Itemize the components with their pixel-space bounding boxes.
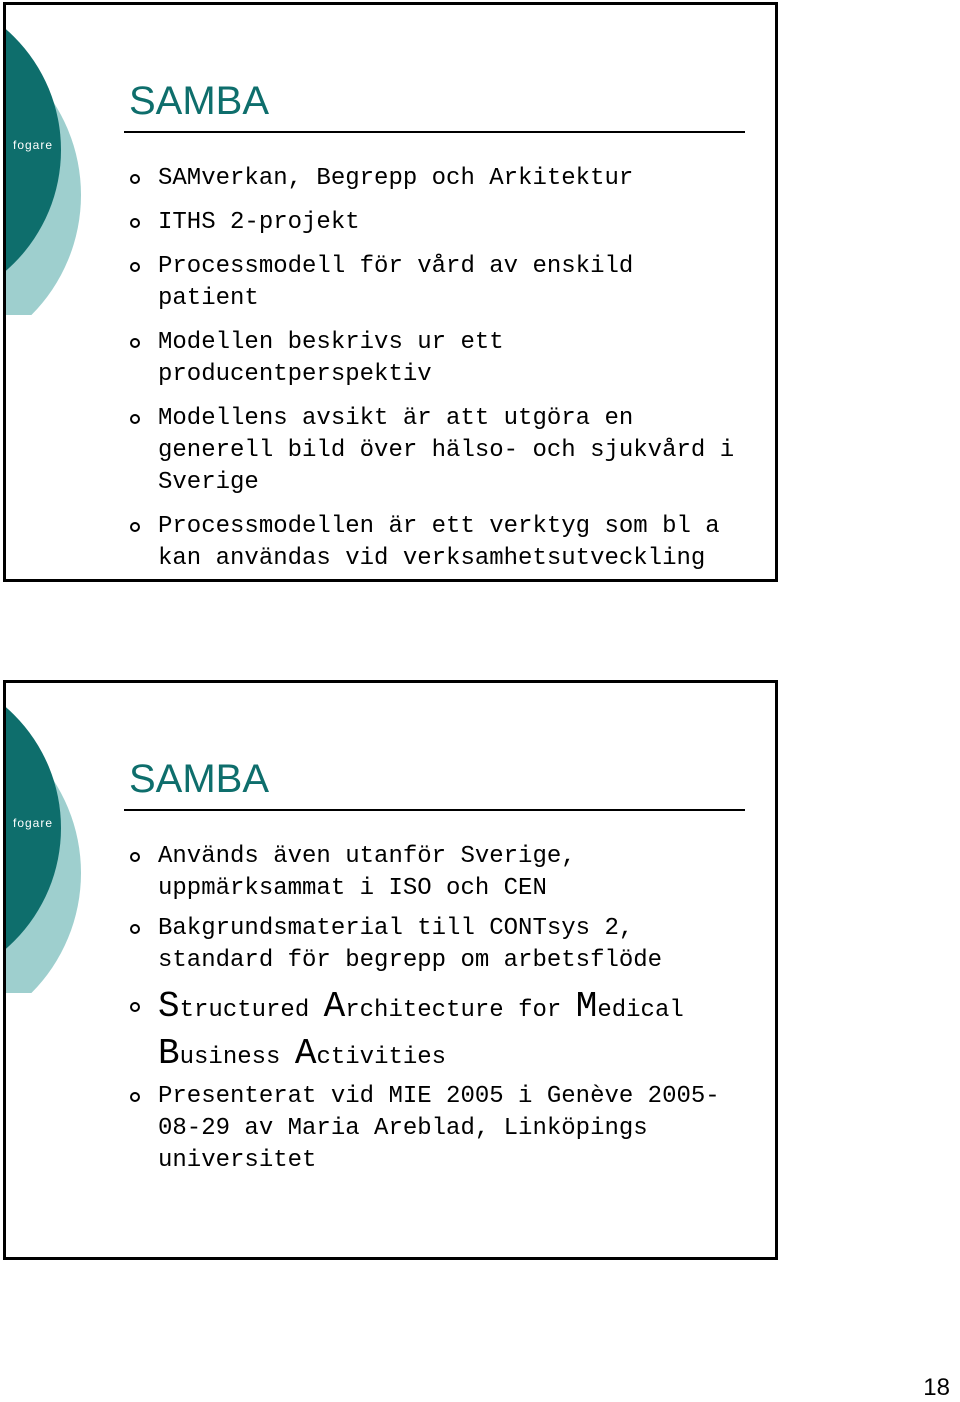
slide-1 [3,2,778,582]
page-number: 18 [923,1374,950,1401]
bullet-circle-icon [130,1092,140,1102]
list-item: Modellen beskrivs ur ett producentperspektiv [6,327,748,391]
list-item: Processmodellen är ett verktyg som bl a kan användas vid verksamhetsutveckling [6,511,748,575]
bullet-circle-icon [130,414,140,424]
bullet-list [6,163,748,582]
slide-2 [3,680,778,1260]
list-item: ITHS 2-projekt [6,207,748,239]
slide-title: SAMBA [129,79,270,123]
list-item: Modellens avsikt är att utgöra en generell bild över hälso- och sjukvård i Sverige [6,403,748,499]
bullet-circle-icon [130,218,140,228]
list-item: Bakgrundsmaterial till CONTsys 2, standard för begrepp om arbetsflöde [6,913,748,977]
bullet-list [6,841,748,1185]
list-item: SAMverkan, Begrepp och Arkitektur [6,163,748,195]
bullet-circle-icon [130,1002,140,1012]
list-item: Presenterat vid MIE 2005 i Genève 2005-08-29 av Maria Areblad, Linköpings universitet [6,1081,748,1177]
slide-title: SAMBA [129,757,270,801]
title-divider [124,131,745,133]
bullet-circle-icon [130,924,140,934]
title-divider [124,809,745,811]
list-item: Processmodell för vård av enskild patient [6,251,748,315]
fogare-logo: fogare [13,138,54,152]
list-item: Används även utanför Sverige, uppmärksammat i ISO och CEN [6,841,748,905]
bullet-circle-icon [130,522,140,532]
bullet-circle-icon [130,338,140,348]
bullet-circle-icon [130,852,140,862]
bullet-circle-icon [130,262,140,272]
fogare-logo: fogare [13,816,54,830]
bullet-circle-icon [130,174,140,184]
list-item: Structured Architecture for Medical Business Activities [6,985,748,1079]
